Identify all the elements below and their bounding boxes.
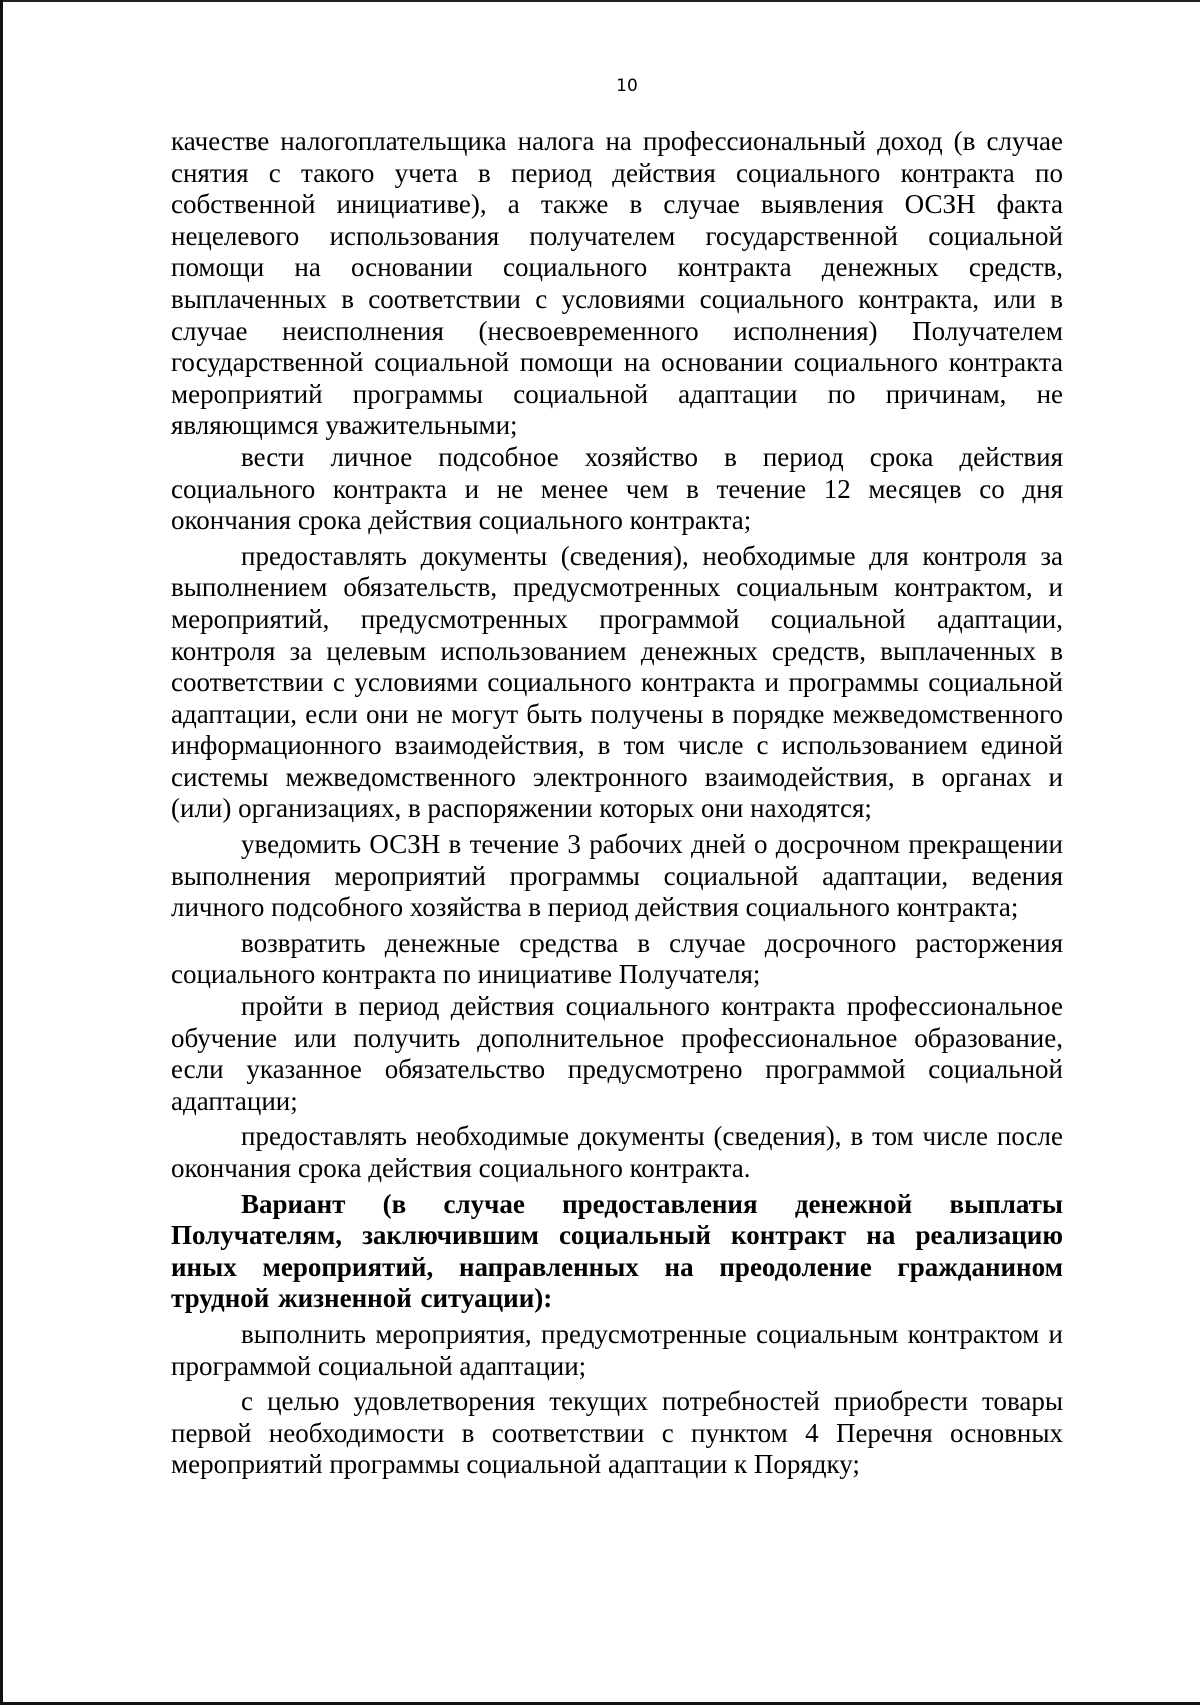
paragraph-obligation: предоставлять документы (сведения), необходимые для контроля за выполнением обязательств, предусмотренных социальным контрактом, и мероприятий, предусмотренных программой социальной адаптации, контроля за целевым использованием денежных средств, выплаченных в соответствии с условиями социального контракта и программы социальной адаптации, если они не могут быть получены в порядке межведомственного информационного взаимодействия, в том числе с использованием единой системы межведомственного электронного взаимодействия, в органах и (или) организациях, в распоряжении которых они находятся; — [171, 540, 1063, 824]
paragraph-obligation: с целью удовлетворения текущих потребностей приобрести товары первой необходимости в соответствии с пунктом 4 Перечня основных мероприятий программы социальной адаптации к Порядку; — [171, 1386, 1063, 1480]
paragraph-obligation: выполнить мероприятия, предусмотренные социальным контрактом и программой социальной адаптации; — [171, 1318, 1063, 1381]
paragraph-obligation: вести личное подсобное хозяйство в период срока действия социального контракта и не менее чем в течение 12 месяцев со дня окончания срока действия социального контракта; — [171, 441, 1063, 536]
paragraph-obligation: уведомить ОСЗН в течение 3 рабочих дней о досрочном прекращении выполнения мероприятий программы социальной адаптации, ведения личного подсобного хозяйства в период действия социального контракта; — [171, 829, 1063, 923]
paragraph-continuation: качестве налогоплательщика налога на профессиональный доход (в случае снятия с такого учета в период действия социального контракта по собственной инициативе), а также в случае выявления ОСЗН факта нецелевого использования получателем государственной социальной помощи на основании социального контракта денежных средств, выплаченных в соответствии с условиями социального контракта, или в случае неисполнения (несвоевременного исполнения) Получателем государственной социальной помощи на основании социального контракта мероприятий программы социальной адаптации по причинам, не являющимся уважительными; — [171, 126, 1063, 441]
scan-border-left — [0, 0, 3, 1705]
paragraph-obligation: возвратить денежные средства в случае досрочного расторжения социального контракта по инициативе Получателя; — [171, 927, 1063, 990]
variant-heading: Вариант (в случае предоставления денежной выплаты Получателям, заключившим социальный контракт на реализацию иных мероприятий, направленных на преодоление гражданином трудной жизненной ситуации): — [171, 1188, 1063, 1314]
page-number: 10 — [616, 76, 638, 96]
document-body — [171, 126, 1063, 1481]
scan-border-top — [0, 0, 1200, 2]
paragraph-obligation: пройти в период действия социального контракта профессиональное обучение или получить дополнительное профессиональное образование, если указанное обязательство предусмотрено программой социальной адаптации; — [171, 991, 1063, 1116]
paragraph-obligation: предоставлять необходимые документы (сведения), в том числе после окончания срока действия социального контракта. — [171, 1121, 1063, 1183]
